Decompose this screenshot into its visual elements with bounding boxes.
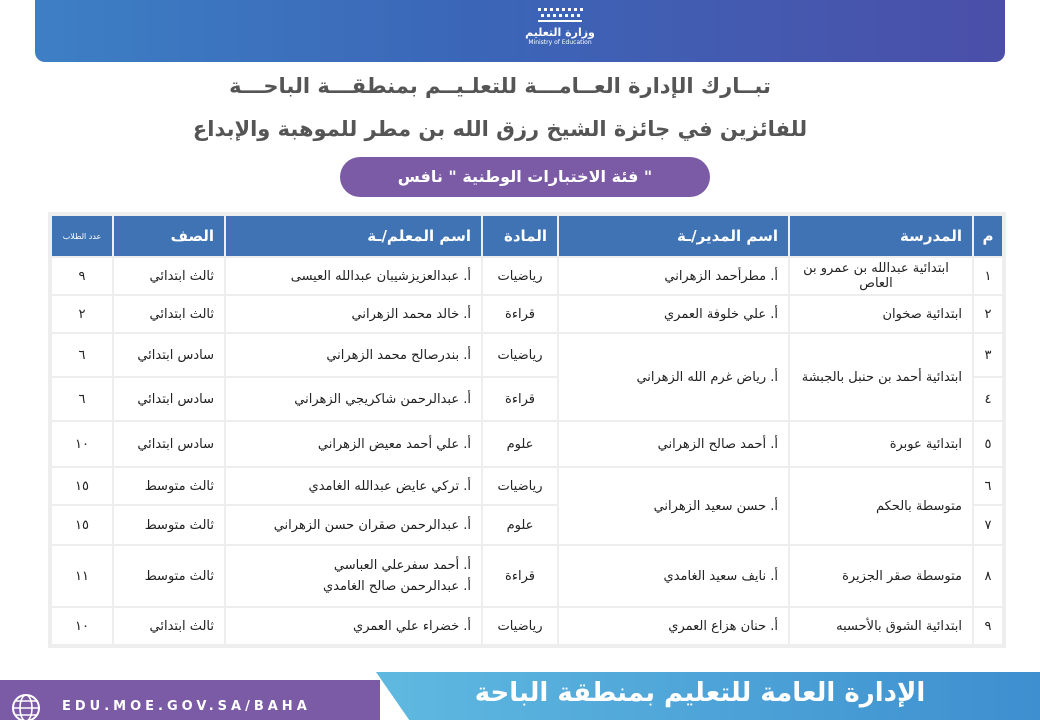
header-students-label: عدد الطلاب [62,231,102,241]
header-num: م [974,216,1002,256]
row-num: ٣ [974,334,1002,376]
school-cell: ابتدائية أحمد بن حنبل بالجبشة [790,334,972,420]
grade-cell: سادس ابتدائي [114,422,224,466]
principal-cell: أ. حنان هزاع العمري [559,608,788,644]
footer-title: الإدارة العامة للتعليم بمنطقة الباحة [474,678,926,708]
teacher-cell: أ. بندرصالح محمد الزهراني [226,334,481,376]
subject-cell: رياضيات [483,334,557,376]
row-num: ١ [974,258,1002,294]
students-cell: ١٠ [52,422,112,466]
principal-cell: أ. علي خلوفة العمري [559,296,788,332]
teacher-name: أ. عبدالرحمن صالح الغامدي [323,579,471,594]
teacher-cell: أ. عبدالعزيزشيبان عبدالله العيسى [226,258,481,294]
ministry-logo [505,6,615,56]
row-num: ٤ [974,378,1002,420]
header-school: المدرسة [790,216,972,256]
grade-cell: ثالث متوسط [114,546,224,606]
school-cell: ابتدائية عوبرة [790,422,972,466]
row-num: ٢ [974,296,1002,332]
students-cell: ١٥ [52,468,112,504]
grade-cell: سادس ابتدائي [114,334,224,376]
grade-cell: ثالث متوسط [114,468,224,504]
ministry-logo-icon [536,6,584,26]
students-cell: ١٠ [52,608,112,644]
students-cell: ٦ [52,334,112,376]
grade-cell: ثالث ابتدائي [114,608,224,644]
school-cell: ابتدائية الشوق بالأحسبه [790,608,972,644]
header-grade: الصف [114,216,224,256]
footer-url-strip [0,680,380,720]
subject-cell: علوم [483,506,557,544]
row-num: ٨ [974,546,1002,606]
principal-cell: أ. مطرأحمد الزهراني [559,258,788,294]
row-num: ٥ [974,422,1002,466]
subject-cell: قراءة [483,296,557,332]
teacher-cell: أ. تركي عايض عبدالله الغامدي [226,468,481,504]
footer-url[interactable]: EDU.MOE.GOV.SA/BAHA [62,699,311,714]
teacher-cell: أ. عبدالرحمن شاكريجي الزهراني [226,378,481,420]
principal-cell: أ. أحمد صالح الزهراني [559,422,788,466]
grade-cell: سادس ابتدائي [114,378,224,420]
teacher-cell: أ. علي أحمد معيض الزهراني [226,422,481,466]
subject-cell: قراءة [483,378,557,420]
category-badge: فئة الاختبارات الوطنية " نافس " [340,157,710,197]
subject-cell: علوم [483,422,557,466]
row-num: ٩ [974,608,1002,644]
teacher-cell [226,546,481,606]
subject-cell: رياضيات [483,608,557,644]
winners-table [48,212,1006,648]
principal-cell: أ. نايف سعيد الغامدي [559,546,788,606]
logo-text-ar: وزارة التعليم [525,26,595,39]
top-banner [35,0,1005,62]
subject-cell: قراءة [483,546,557,606]
page-subtitle: للفائزين في جائزة الشيخ رزق الله بن مطر للموهبة والإبداع [192,117,808,141]
row-num: ٦ [974,468,1002,504]
grade-cell: ثالث ابتدائي [114,258,224,294]
header-teacher: اسم المعلم/ـة [226,216,481,256]
school-cell: ابتدائية عبدالله بن عمرو بن العاص [790,258,972,294]
students-cell: ٦ [52,378,112,420]
students-cell: ٢ [52,296,112,332]
students-cell: ١٥ [52,506,112,544]
grade-cell: ثالث ابتدائي [114,296,224,332]
students-cell: ٩ [52,258,112,294]
school-cell: ابتدائية صخوان [790,296,972,332]
teacher-cell: أ. خضراء علي العمري [226,608,481,644]
school-cell: متوسطة صقر الجزيرة [790,546,972,606]
subject-cell: رياضيات [483,258,557,294]
teacher-cell: أ. خالد محمد الزهراني [226,296,481,332]
students-cell: ١١ [52,546,112,606]
subject-cell: رياضيات [483,468,557,504]
page-title: تبــارك الإدارة العــامـــة للتعلـيــم بمنطقـــة الباحـــة [229,74,771,98]
grade-cell: ثالث متوسط [114,506,224,544]
teacher-name: أ. أحمد سفرعلي العباسي [333,558,471,573]
row-num: ٧ [974,506,1002,544]
globe-icon [10,692,42,724]
footer-banner [0,672,1040,720]
principal-cell: أ. رياض غرم الله الزهراني [559,334,788,420]
school-cell: متوسطة بالحكم [790,468,972,544]
logo-text-en: Ministry of Education [528,39,592,46]
header-principal: اسم المدير/ـة [559,216,788,256]
header-students [52,216,112,256]
header-subject: المادة [483,216,557,256]
principal-cell: أ. حسن سعيد الزهراني [559,468,788,544]
teacher-cell: أ. عبدالرحمن صقران حسن الزهراني [226,506,481,544]
